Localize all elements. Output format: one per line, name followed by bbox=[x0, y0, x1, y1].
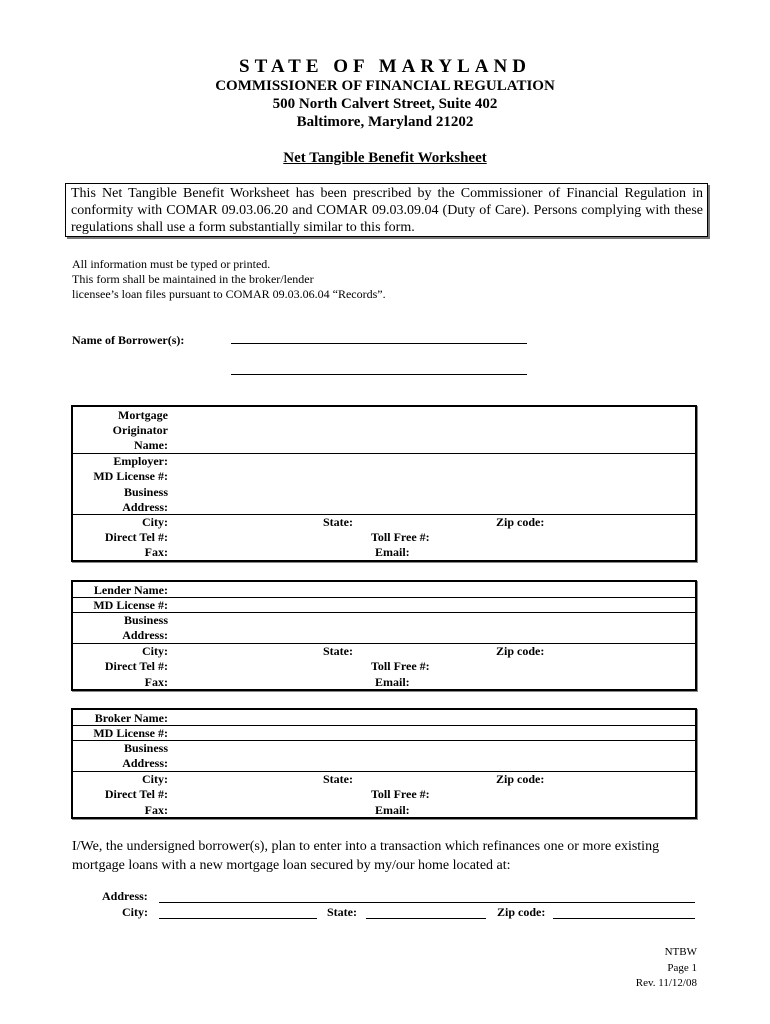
zip-label: Zip code: bbox=[496, 772, 545, 786]
direct-tel-label: Direct Tel #: bbox=[104, 659, 168, 673]
city-label: City: bbox=[142, 772, 168, 786]
borrower-statement: I/We, the undersigned borrower(s), plan to enter into a transaction which refinances one or more existing mortgage loans with a new mortgage loan secured by my/our home located at: bbox=[72, 839, 660, 873]
note-line-2: This form shall be maintained in the broker/lender bbox=[72, 272, 314, 286]
property-state-label: State: bbox=[327, 905, 357, 919]
email-label: Email: bbox=[375, 803, 410, 817]
property-city-field[interactable] bbox=[159, 905, 317, 919]
property-zip-field[interactable] bbox=[553, 905, 695, 919]
city-address: Baltimore, Maryland 21202 bbox=[296, 114, 474, 130]
fax-label: Fax: bbox=[144, 545, 168, 559]
property-state-field[interactable] bbox=[366, 905, 486, 919]
direct-tel-label: Direct Tel #: bbox=[104, 787, 168, 801]
business-address-label: Business Address: bbox=[122, 613, 168, 642]
borrower-name-field-1[interactable] bbox=[231, 334, 527, 344]
city-label: City: bbox=[142, 515, 168, 529]
borrower-name-field-2[interactable] bbox=[231, 365, 527, 375]
zip-label: Zip code: bbox=[496, 644, 545, 658]
borrower-label: Name of Borrower(s): bbox=[72, 333, 185, 347]
toll-free-label: Toll Free #: bbox=[371, 787, 430, 801]
direct-tel-label: Direct Tel #: bbox=[104, 530, 168, 544]
page-title: Net Tangible Benefit Worksheet bbox=[283, 150, 487, 166]
intro-text: This Net Tangible Benefit Worksheet has been prescribed by the Commissioner of Financial Regulation in conformity with COMAR 09.03.06.20 and COMAR 09.03.09.04 (Duty of Care). Persons complying with these regulations shall use a form substantially similar to this form. bbox=[71, 186, 703, 235]
property-address-field[interactable] bbox=[159, 889, 695, 903]
toll-free-label: Toll Free #: bbox=[371, 659, 430, 673]
fax-label: Fax: bbox=[144, 803, 168, 817]
license-label: MD License #: bbox=[93, 726, 168, 740]
license-label: MD License #: bbox=[93, 469, 168, 483]
city-label: City: bbox=[142, 644, 168, 658]
state-heading: STATE OF MARYLAND bbox=[239, 56, 531, 77]
fax-label: Fax: bbox=[144, 675, 168, 689]
property-city-label: City: bbox=[122, 905, 148, 919]
broker-name-label: Broker Name: bbox=[94, 711, 168, 725]
state-label: State: bbox=[323, 644, 353, 658]
street-address: 500 North Calvert Street, Suite 402 bbox=[272, 96, 498, 112]
commissioner-heading: COMMISSIONER OF FINANCIAL REGULATION bbox=[215, 78, 555, 94]
business-address-label: Business Address: bbox=[122, 741, 168, 770]
state-label: State: bbox=[323, 772, 353, 786]
zip-label: Zip code: bbox=[496, 515, 545, 529]
revision-date: Rev. 11/12/08 bbox=[635, 977, 697, 989]
email-label: Email: bbox=[375, 545, 410, 559]
email-label: Email: bbox=[375, 675, 410, 689]
business-address-label: Business Address: bbox=[122, 485, 168, 514]
note-line-1: All information must be typed or printed. bbox=[72, 257, 271, 271]
property-zip-label: Zip code: bbox=[497, 905, 546, 919]
employer-label: Employer: bbox=[113, 454, 168, 468]
form-code: NTBW bbox=[664, 946, 697, 958]
note-line-3: licensee’s loan files pursuant to COMAR 09.03.06.04 “Records”. bbox=[72, 287, 386, 301]
property-address-label: Address: bbox=[102, 889, 148, 903]
page-number: Page 1 bbox=[667, 962, 697, 974]
toll-free-label: Toll Free #: bbox=[371, 530, 430, 544]
state-label: State: bbox=[323, 515, 353, 529]
lender-name-label: Lender Name: bbox=[93, 583, 168, 597]
originator-name-label: Mortgage Originator Name: bbox=[112, 408, 168, 452]
license-label: MD License #: bbox=[93, 598, 168, 612]
